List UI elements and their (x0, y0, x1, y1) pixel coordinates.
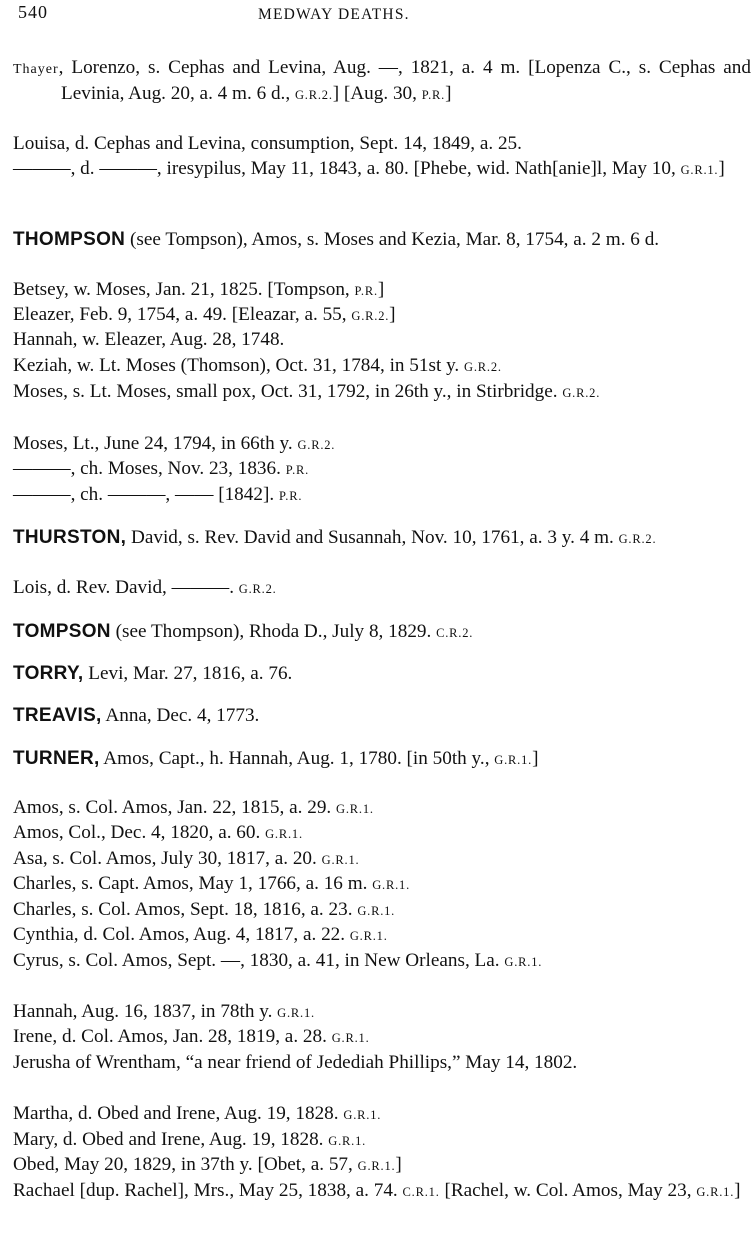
surname-heading: THURSTON, (13, 527, 127, 548)
entry-text: ] (532, 748, 539, 769)
entry-text: David, s. Rev. David and Susannah, Nov. 10, 1761, a. 3 y. 4 m. (126, 527, 619, 548)
record-entry (13, 157, 751, 182)
record-source: G.R.1. (349, 929, 388, 943)
record-source: G.R.1. (357, 904, 396, 918)
record-source: C.R.2. (436, 626, 474, 640)
record-source: G.R.2. (464, 360, 502, 374)
record-entry (13, 620, 751, 645)
record-source: P.R. (354, 284, 378, 298)
record-source: G.R.1. (696, 1185, 735, 1199)
entry-text: Anna, Dec. 4, 1773. (101, 705, 260, 726)
record-source: G.R.1. (328, 1134, 367, 1148)
entry-text: Amos, s. Col. Amos, Jan. 22, 1815, a. 29. (13, 797, 337, 818)
record-entry (13, 872, 751, 897)
record-source: G.R.2. (562, 386, 601, 400)
entry-text: Moses, Lt., June 24, 1794, in 66th y. (13, 433, 298, 454)
record-entry (13, 526, 751, 551)
record-entry (13, 847, 751, 872)
record-entry (13, 1128, 751, 1153)
entry-text: Irene, d. Col. Amos, Jan. 28, 1819, a. 28. (13, 1026, 332, 1047)
entry-text: Amos, Col., Dec. 4, 1820, a. 60. (13, 822, 266, 843)
entry-text: (see Tompson), Amos, s. Moses and Kezia, Mar. 8, 1754, a. 2 m. 6 d. (125, 229, 660, 250)
entry-text: ] [Aug. 30, (332, 83, 422, 105)
record-entry (13, 278, 751, 303)
record-entry (13, 704, 751, 728)
surname-heading: TURNER, (13, 748, 100, 769)
entry-text: Amos, Capt., h. Hannah, Aug. 1, 1780. [in 50th y., (99, 748, 495, 769)
entry-text: Levi, Mar. 27, 1816, a. 76. (83, 663, 293, 684)
record-entry (13, 432, 751, 457)
entry-text: Hannah, w. Eleazer, Aug. 28, 1748. (13, 329, 285, 350)
entry-text: Lois, d. Rev. David, ———. (13, 577, 239, 598)
record-entry (13, 132, 751, 156)
entry-text: ———, d. ———, iresypilus, May 11, 1843, a. 80. [Phebe, wid. Nath[anie]l, May 10, (13, 158, 681, 179)
record-entry (13, 898, 751, 923)
record-source: G.R.1. (372, 878, 411, 892)
entry-text: (see Thompson), Rhoda D., July 8, 1829. (110, 621, 437, 642)
entry-text: Hannah, Aug. 16, 1837, in 78th y. (13, 1001, 278, 1022)
record-source: G.R.2. (238, 582, 277, 596)
record-entry (13, 1102, 751, 1127)
record-entry (13, 1153, 751, 1178)
entry-text: ] (395, 1154, 402, 1175)
record-entry (13, 1179, 751, 1204)
record-entry (13, 457, 751, 482)
entry-text: Martha, d. Obed and Irene, Aug. 19, 1828. (13, 1103, 344, 1124)
entry-text: Betsey, w. Moses, Jan. 21, 1825. [Tompson, (13, 279, 355, 300)
record-source: G.R.1. (357, 1159, 396, 1173)
entry-text: ] (377, 279, 385, 300)
record-source: G.R.2. (351, 309, 390, 323)
record-source: P.R. (421, 88, 446, 103)
page-number: 540 (18, 2, 48, 22)
entry-text: Jerusha of Wrentham, “a near friend of Jedediah Phillips,” May 14, 1802. (13, 1052, 578, 1073)
record-entry (13, 228, 751, 252)
entry-text: Eleazer, Feb. 9, 1754, a. 49. [Eleazar, a. 55, (13, 304, 352, 325)
record-source: G.R.1. (265, 827, 303, 841)
entry-text: ] (718, 158, 725, 179)
surname-heading: TOMPSON (13, 621, 111, 642)
record-entry (13, 949, 751, 974)
record-entry (13, 796, 751, 821)
entry-text: Cynthia, d. Col. Amos, Aug. 4, 1817, a. 22. (13, 924, 350, 945)
record-entry (13, 747, 751, 772)
entry-text: Moses, s. Lt. Moses, small pox, Oct. 31, 1792, in 26th y., in Stirbridge. (13, 381, 563, 402)
record-entry (13, 576, 751, 601)
entry-text: Charles, s. Capt. Amos, May 1, 1766, a. 16 m. (13, 873, 373, 894)
surname-heading: TORRY, (13, 663, 84, 684)
record-entry (13, 923, 751, 948)
record-source: G.R.1. (277, 1006, 315, 1020)
record-source: C.R.1. (402, 1185, 440, 1199)
entry-text: Charles, s. Col. Amos, Sept. 18, 1816, a. 23. (13, 899, 358, 920)
record-source: G.R.1. (343, 1108, 382, 1122)
record-entry (13, 328, 751, 352)
entry-text: Rachael [dup. Rachel], Mrs., May 25, 1838, a. 74. (13, 1180, 403, 1201)
record-source: G.R.1. (494, 753, 533, 767)
record-entry (13, 483, 751, 508)
record-entry (13, 1051, 751, 1075)
entry-text: Asa, s. Col. Amos, July 30, 1817, a. 20. (13, 848, 322, 869)
entry-text: Louisa, d. Cephas and Levina, consumption, Sept. 14, 1849, a. 25. (13, 133, 522, 154)
record-entry (13, 1025, 751, 1050)
record-source: G.R.1. (680, 163, 719, 177)
surname-heading: TREAVIS, (13, 705, 102, 726)
entry-text: ] (389, 304, 396, 325)
entry-text: ———, ch. Moses, Nov. 23, 1836. (13, 458, 286, 479)
record-entry (13, 303, 751, 328)
page-title: MEDWAY DEATHS. (258, 6, 410, 23)
entry-text: , Lorenzo, s. Cephas and Levina, Aug. —, 1821, a. 4 m. [Lopenza C., s. Cephas and Levinia, Aug. 20, a. 4 m. 6 d., (58, 57, 751, 105)
record-entry (13, 662, 751, 686)
record-source: P.R. (278, 489, 303, 503)
record-source: G.R.2. (618, 532, 657, 546)
record-source: G.R.2. (297, 438, 336, 452)
record-source: P.R. (285, 463, 310, 477)
entry-text: Obed, May 20, 1829, in 37th y. [Obet, a. 57, (13, 1154, 358, 1175)
record-source: G.R.1. (504, 955, 543, 969)
record-entry (13, 56, 751, 108)
record-entry (13, 1000, 751, 1025)
record-source: G.R.1. (321, 853, 360, 867)
entry-text: ———, ch. ———, —— [1842]. (13, 484, 279, 505)
record-entry (13, 380, 751, 405)
entry-text: ] (445, 83, 452, 105)
record-source: G.R.1. (336, 802, 374, 816)
entry-text: Mary, d. Obed and Irene, Aug. 19, 1828. (13, 1129, 329, 1150)
record-source: G.R.2. (294, 88, 333, 103)
entry-text: [Rachel, w. Col. Amos, May 23, (439, 1180, 697, 1201)
entry-text: ] (734, 1180, 741, 1201)
surname-heading: Thayer (13, 62, 59, 77)
entry-text: Keziah, w. Lt. Moses (Thomson), Oct. 31, 1784, in 51st y. (13, 355, 465, 376)
record-source: G.R.1. (331, 1031, 370, 1045)
surname-heading: THOMPSON (13, 229, 126, 250)
entry-text: Cyrus, s. Col. Amos, Sept. —, 1830, a. 41, in New Orleans, La. (13, 950, 505, 971)
record-entry (13, 354, 751, 379)
record-entry (13, 821, 751, 846)
